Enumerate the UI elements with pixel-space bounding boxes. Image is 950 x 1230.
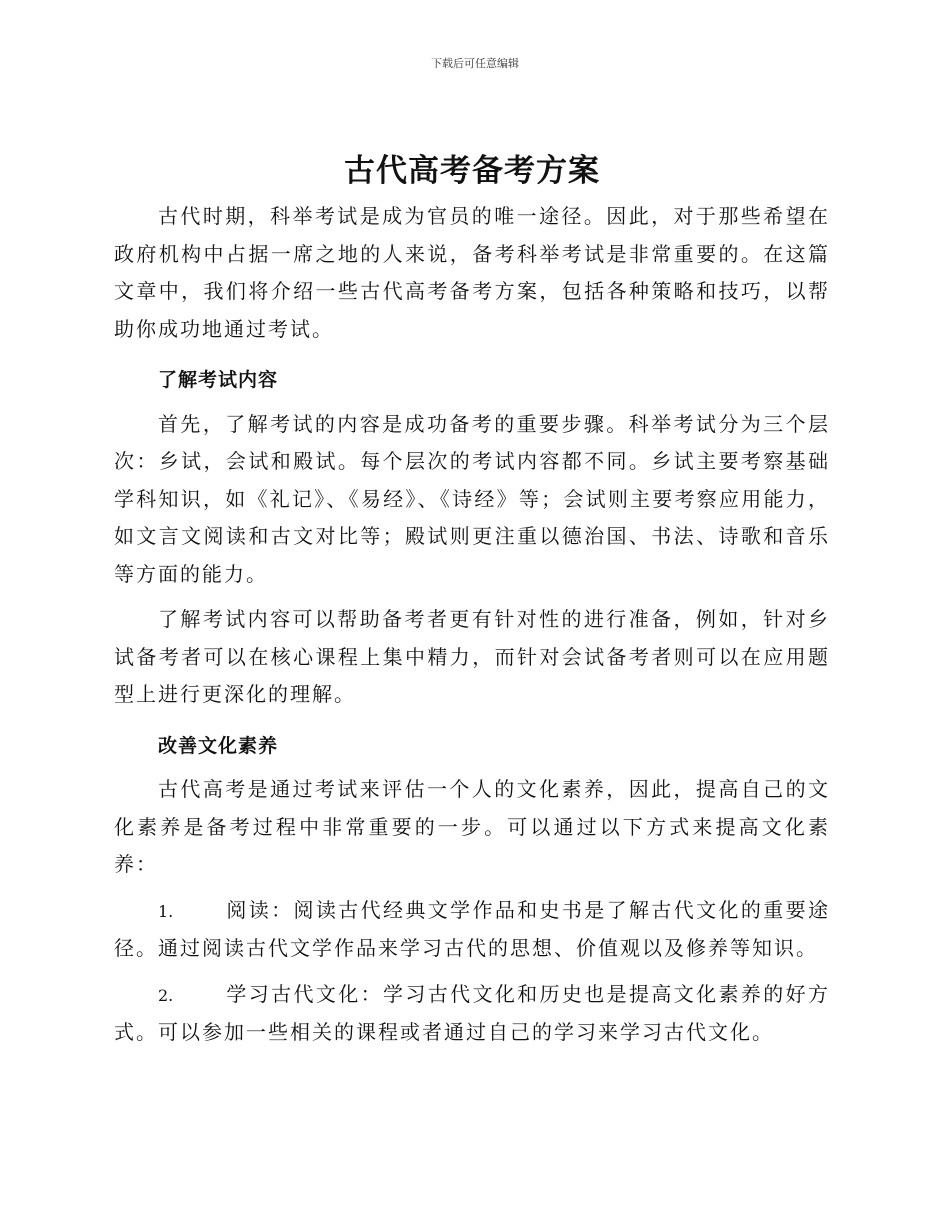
culture-paragraph-1: 古代高考是通过考试来评估一个人的文化素养，因此，提高自己的文化素养是备考过程中非常重要的一步。可以通过以下方式来提高文化素养：: [114, 777, 830, 876]
list-item-text: 学习古代文化：学习古代文化和历史也是提高文化素养的好方式。可以参加一些相关的课程或者通过自己的学习来学习古代文化。: [114, 981, 830, 1044]
document-body: [114, 148, 830, 1052]
exam-content-paragraph-2: 了解考试内容可以帮助备考者更有针对性的进行准备，例如，针对乡试备考者可以在核心课程上集中精力，而针对会试备考者则可以在应用题型上进行更深化的理解。: [114, 607, 830, 706]
list-item-number: 1.: [158, 901, 174, 921]
section-heading-exam-content: 了解考试内容: [158, 369, 279, 391]
list-item: [114, 892, 830, 968]
intro-paragraph: 古代时期，科举考试是成为官员的唯一途径。因此，对于那些希望在政府机构中占据一席之地的人来说，备考科举考试是非常重要的。在这篇文章中，我们将介绍一些古代高考备考方案，包括各种策略和技巧，以帮助你成功地通过考试。: [114, 204, 830, 341]
exam-content-paragraph-1: 首先，了解考试的内容是成功备考的重要步骤。科举考试分为三个层次：乡试，会试和殿试。每个层次的考试内容都不同。乡试主要考察基础学科知识，如《礼记》、《易经》、《诗经》等；会试则主要考察应用能力，如文言文阅读和古文对比等；殿试则更注重以德治国、书法、诗歌和音乐等方面的能力。: [114, 411, 830, 586]
list-item: [114, 976, 830, 1052]
page-header-note: 下载后可任意编辑: [431, 57, 519, 70]
document-title: 古代高考备考方案: [344, 153, 600, 189]
section-heading-culture: 改善文化素养: [158, 734, 279, 757]
list-item-text: 阅读：阅读古代经典文学作品和史书是了解古代文化的重要途径。通过阅读古代文学作品来学习古代的思想、价值观以及修养等知识。: [114, 897, 830, 960]
list-item-number: 2.: [158, 985, 174, 1005]
